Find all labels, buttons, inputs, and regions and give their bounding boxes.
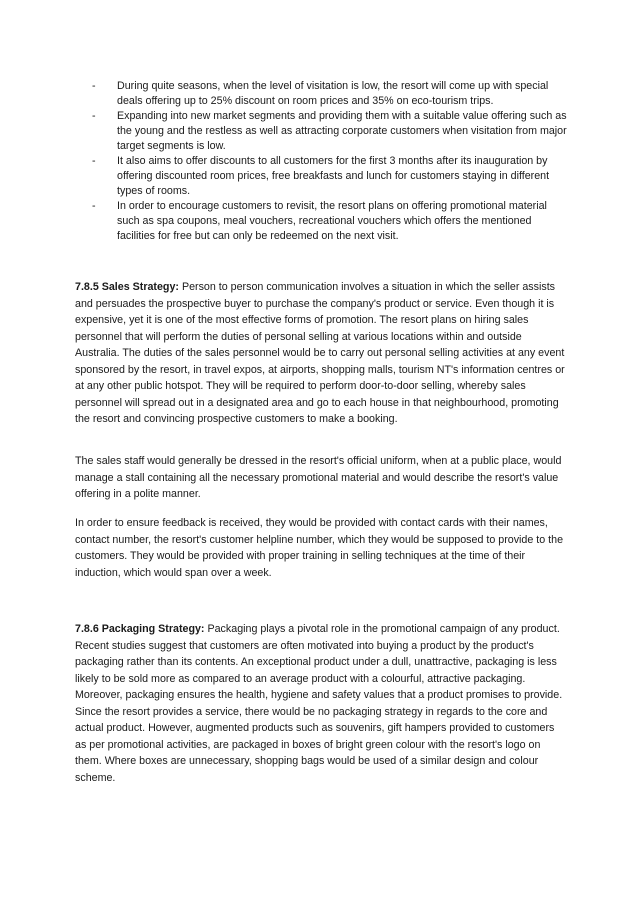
bullet-text: In order to encourage customers to revisit, the resort plans on offering promotional material such as spa coupons, meal vouchers, recreational vouchers which offers the mentioned facilities for free but can only be redeemed on the next visit.: [117, 200, 547, 242]
promotion-bullet-list: [92, 79, 572, 244]
sales-strategy-paragraph-2: The sales staff would generally be dressed in the resort's official uniform, when at a public place, would manage a stall containing all the necessary promotional material and would describe the resort's value offering in a polite manner.: [75, 455, 562, 500]
bullet-item: [92, 154, 572, 199]
bullet-text: Expanding into new market segments and providing them with a suitable value offering such as the young and the restless as well as attracting corporate customers when visitation from major target segments is low.: [117, 110, 567, 152]
sales-strategy-heading: 7.8.5 Sales Strategy:: [75, 281, 179, 293]
packaging-strategy-paragraph: [75, 621, 567, 786]
packaging-strategy-text: Packaging plays a pivotal role in the promotional campaign of any product. Recent studies suggest that customers are often motivated into buying a product by the product's packaging rather than its contents. An exceptional product under a dull, unattractive, packaging is less likely to be sold more as compared to an average product with a colourful, attractive packaging. Moreover, packaging ensures the health, hygiene and safety values that a product promises to provide. Since the resort provides a service, there would be no packaging strategy in regards to the core and actual product. However, augmented products such as souvenirs, gift hampers provided to customers as per promotional activities, are packaged in boxes of bright green colour with the resort's logo on them. Where boxes are unnecessary, shopping bags would be used of a similar design and colour scheme.: [75, 623, 563, 784]
bullet-dash: -: [92, 200, 96, 212]
packaging-strategy-heading: 7.8.6 Packaging Strategy:: [75, 623, 205, 635]
bullet-item: [92, 199, 572, 244]
bullet-item: [92, 109, 572, 154]
bullet-dash: -: [92, 155, 96, 167]
sales-strategy-paragraph-3: In order to ensure feedback is received, they would be provided with contact cards with their names, contact number, the resort's customer helpline number, which they would be supposed to provide to the customers. They would be provided with proper training in selling techniques at the time of their induction, which would span over a week.: [75, 517, 564, 579]
bullet-text: It also aims to offer discounts to all customers for the first 3 months after its inauguration by offering discounted room prices, free breakfasts and lunch for customers staying in different types of rooms.: [117, 155, 550, 197]
sales-strategy-paragraph-1: [75, 279, 567, 428]
bullet-dash: -: [92, 110, 96, 122]
bullet-text: During quite seasons, when the level of visitation is low, the resort will come up with special deals offering up to 25% discount on room prices and 35% on eco-tourism trips.: [117, 80, 549, 107]
sales-strategy-text-1: Person to person communication involves a situation in which the seller assists and persuades the prospective buyer to purchase the company's product or service. Even though it is expensive, yet it is one of the most effective forms of promotion. The resort plans on hiring sales personnel that will perform the duties of personal selling at various locations within and outside Australia. The duties of the sales personnel would be to carry out personal selling activities at any event sponsored by the resort, in travel expos, at airports, shopping malls, tourism NT's information centres or at any other public hotspot. They will be required to perform door-to-door selling, whereby sales personnel will spread out in a designated area and go to each house in that neighbourhood, promoting the resort and convincing prospective customers to make a booking.: [75, 281, 565, 425]
bullet-item: [92, 79, 572, 109]
bullet-dash: -: [92, 80, 96, 92]
